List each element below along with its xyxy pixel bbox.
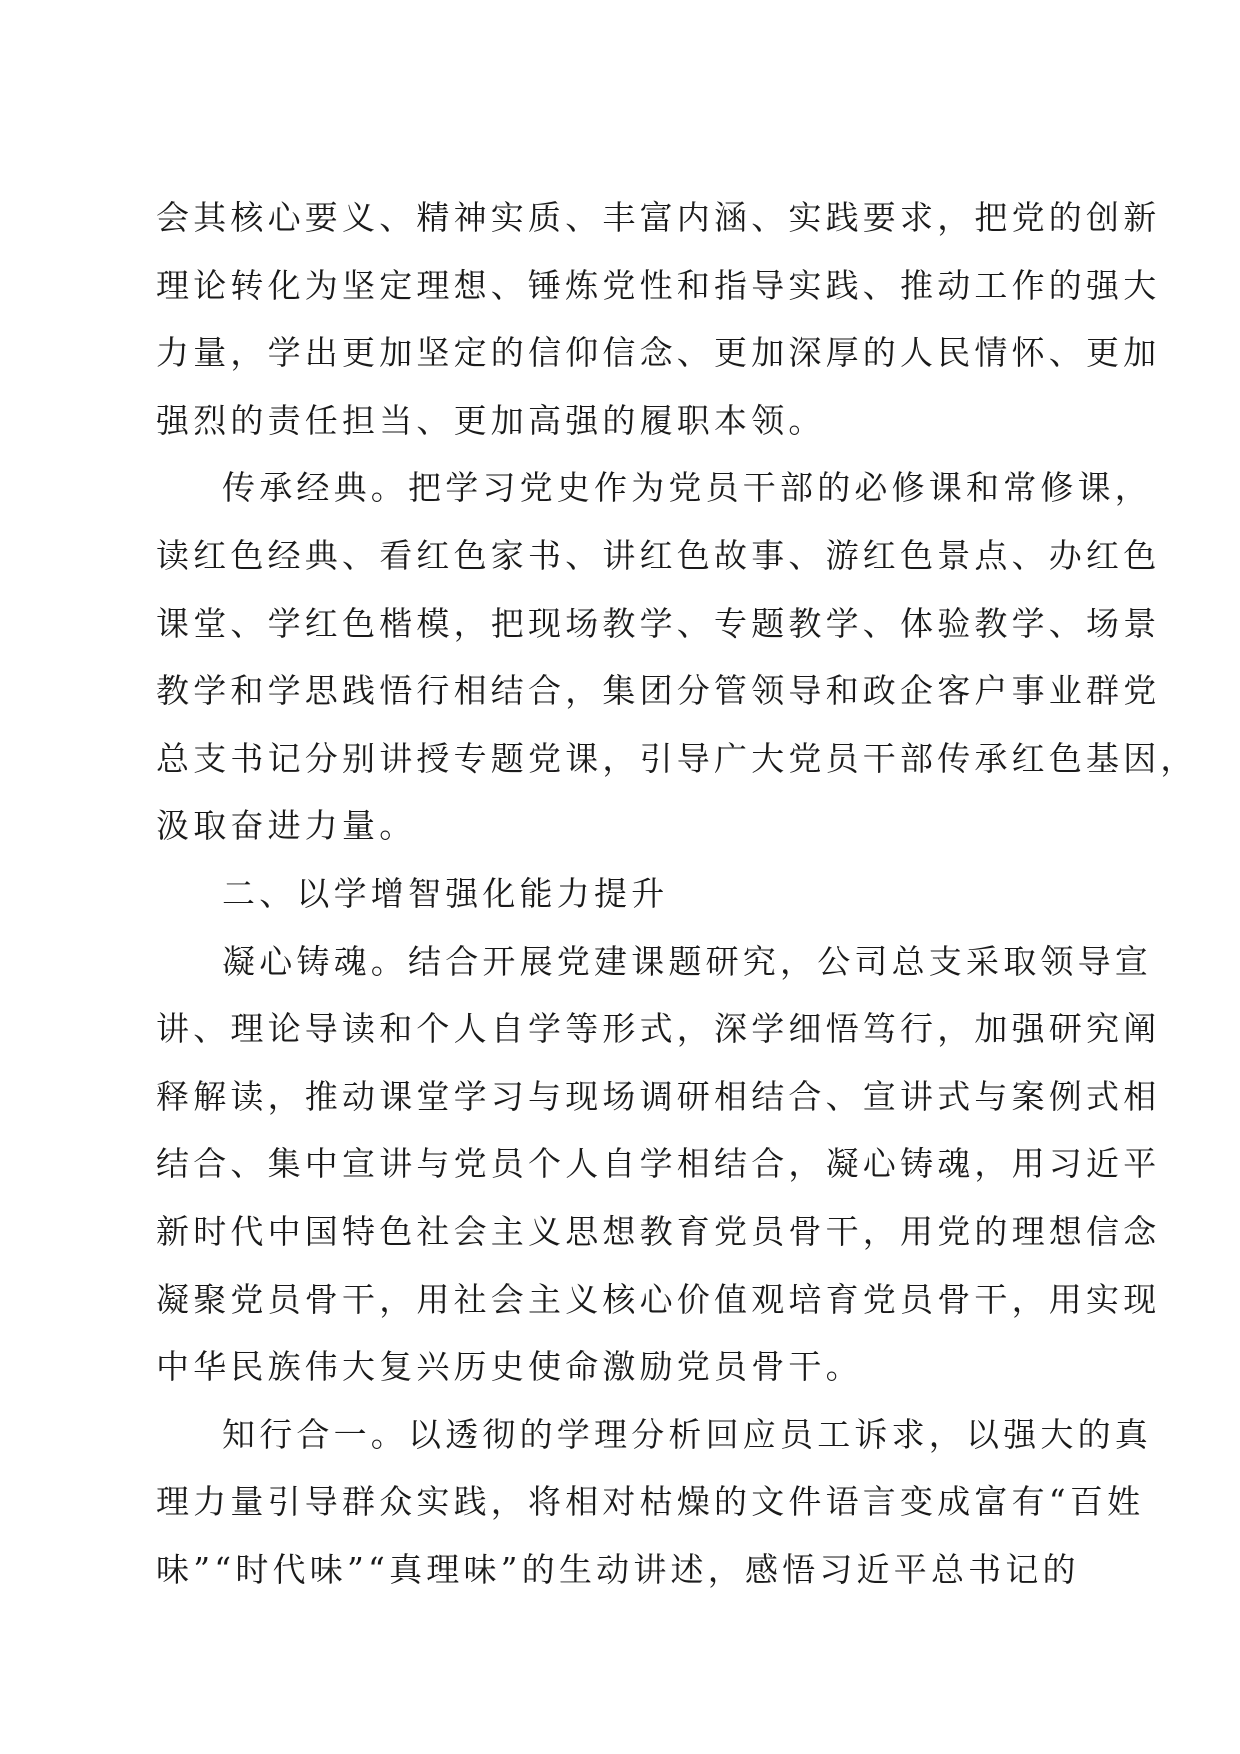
text-line: 讲、理论导读和个人自学等形式，深学细悟笃行，加强研究阐 — [156, 1009, 1161, 1049]
paragraph-start-line: 传承经典。把学习党史作为党员干部的必修课和常修课， — [222, 468, 1152, 508]
text-line: 力量，学出更加坚定的信仰信念、更加深厚的人民情怀、更加 — [156, 333, 1161, 373]
text-line: 汲取奋进力量。 — [156, 806, 417, 846]
text-line: 总支书记分别讲授专题党课，引导广大党员干部传承红色基因， — [156, 738, 1198, 778]
paragraph-start-line: 凝心铸魂。结合开展党建课题研究，公司总支采取领导宣 — [222, 941, 1152, 981]
document-body — [156, 184, 1198, 1603]
text-line: 味”“时代味”“真理味”的生动讲述，感悟习近平总书记的 — [156, 1549, 1080, 1589]
text-line: 教学和学思践悟行相结合，集团分管领导和政企客户事业群党 — [156, 671, 1161, 711]
paragraph-start-line: 知行合一。以透彻的学理分析回应员工诉求，以强大的真 — [222, 1414, 1152, 1454]
text-line: 强烈的责任担当、更加高强的履职本领。 — [156, 400, 826, 440]
text-line: 课堂、学红色楷模，把现场教学、专题教学、体验教学、场景 — [156, 603, 1161, 643]
section-heading: 二、以学增智强化能力提升 — [222, 873, 669, 913]
text-line: 理力量引导群众实践，将相对枯燥的文件语言变成富有“百姓 — [156, 1482, 1145, 1522]
text-line: 读红色经典、看红色家书、讲红色故事、游红色景点、办红色 — [156, 535, 1161, 575]
text-line: 结合、集中宣讲与党员个人自学相结合，凝心铸魂，用习近平 — [156, 1144, 1161, 1184]
text-line: 凝聚党员骨干，用社会主义核心价值观培育党员骨干，用实现 — [156, 1279, 1161, 1319]
text-line: 会其核心要义、精神实质、丰富内涵、实践要求，把党的创新 — [156, 198, 1161, 237]
text-line: 释解读，推动课堂学习与现场调研相结合、宣讲式与案例式相 — [156, 1076, 1161, 1116]
text-line: 新时代中国特色社会主义思想教育党员骨干，用党的理想信念 — [156, 1211, 1161, 1251]
text-line: 中华民族伟大复兴历史使命激励党员骨干。 — [156, 1347, 863, 1387]
text-line: 理论转化为坚定理想、锤炼党性和指导实践、推动工作的强大 — [156, 265, 1161, 305]
